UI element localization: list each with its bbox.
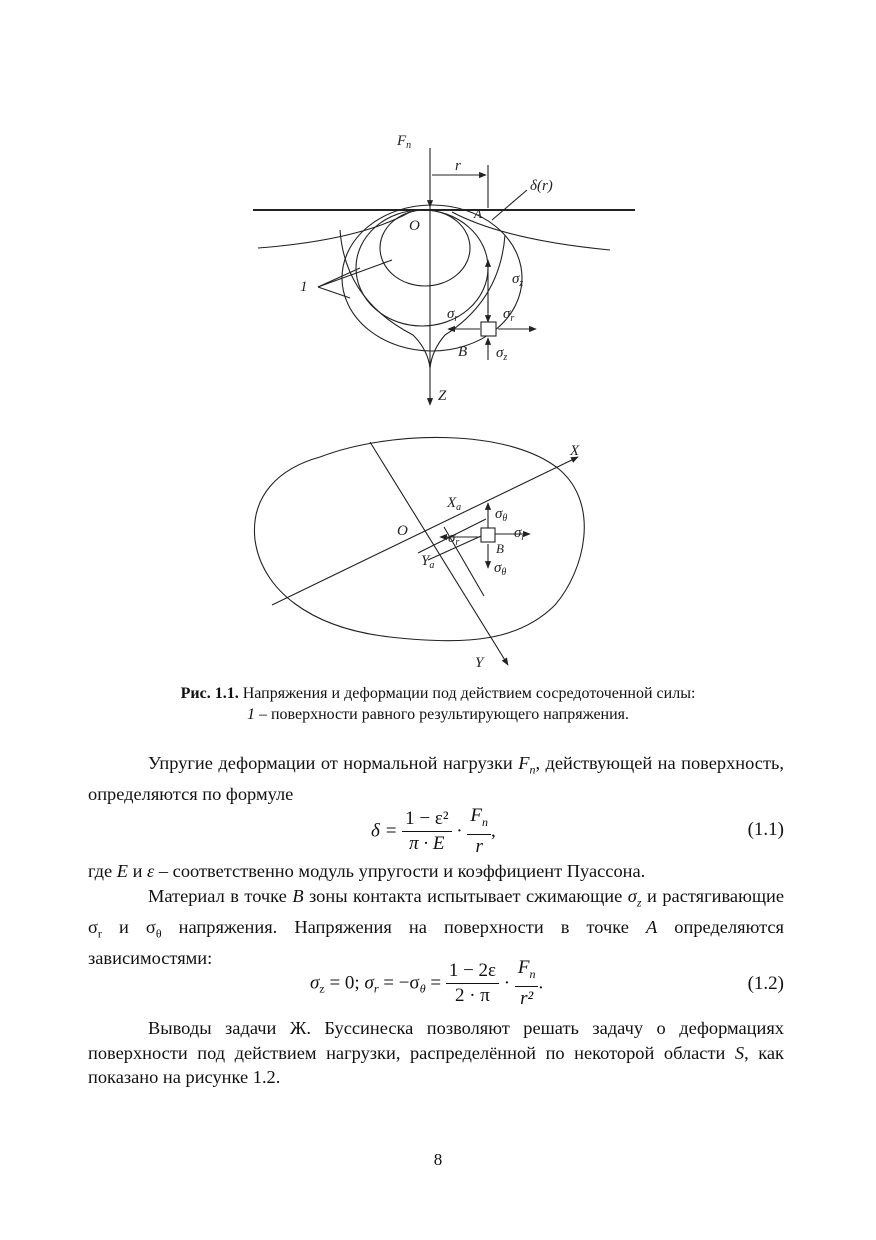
label-r: r	[455, 158, 461, 174]
label-y: Y	[475, 655, 484, 671]
label-sigma-theta-top: $\sigma_\theta$	[495, 506, 508, 524]
caption-line-2: 1 – поверхности равного результирующего напряжения.	[246, 706, 630, 723]
label-1: 1	[300, 279, 308, 295]
paragraph-3: Материал в точке B зоны контакта испытывает сжимающие $\sigma_z$ и растягивающие $\sigma_r$ и $\sigma_\theta$ напряжения. Напряжения на поверхности в точке A определяются зависимостями:	[88, 886, 785, 969]
page-number: 8	[433, 1150, 443, 1169]
label-b-lower: B	[496, 541, 504, 556]
equation-1-2-body: $\sigma_z = 0$; $\sigma_r = -\sigma_\theta$ = $\frac{1 - 2\varepsilon}{2 \cdot \pi}$ · $\frac{F_n}{\text{r²}}$ .	[310, 957, 544, 1009]
stress-surface-inner	[380, 210, 470, 286]
label-sigma-r-left: $\sigma_r$	[447, 306, 459, 324]
cusp-curve-left	[340, 230, 430, 368]
delta-leader	[492, 190, 527, 220]
lower-diagram	[254, 437, 584, 665]
caption-line-1: Рис. 1.1. Напряжения и деформации под действием сосредоточенной силы:	[180, 685, 696, 702]
equation-number-1-2: (1.2)	[747, 973, 784, 994]
label-sigma-r-right: $\sigma_r$	[503, 306, 515, 324]
upper-labels	[300, 133, 553, 404]
label-a: A	[474, 206, 482, 221]
element-b	[481, 322, 496, 336]
label-sigma-z-lower: $\sigma_z$	[496, 345, 508, 363]
label-o-lower: O	[397, 523, 408, 539]
upper-diagram	[253, 148, 635, 405]
deformed-surface-left	[258, 212, 410, 248]
cusp-curve-right	[430, 235, 508, 368]
label-delta-r: δ(r)	[530, 178, 553, 194]
caption-label: Рис. 1.1.	[180, 685, 239, 702]
label-sigma-z-upper: $\sigma_z$	[512, 271, 524, 289]
label-xa: $X_a$	[447, 495, 462, 513]
leader-1b	[318, 287, 350, 298]
element-b2	[481, 528, 495, 542]
label-sigma-r2-left: $\sigma_r$	[448, 530, 460, 548]
y-axis	[370, 442, 508, 665]
label-sigma-r2-right: $\sigma_r$	[514, 525, 526, 543]
paragraph-4: Выводы задачи Ж. Буссинеска позволяют решать задачу о деформациях поверхности под действием нагрузки, распределённой по некоторой области S, как показано на рисунке 1.2.	[88, 1018, 784, 1087]
paragraph-2: где E и ε – соответственно модуль упругости и коэффициент Пуассона.	[88, 861, 646, 881]
label-b-upper: B	[458, 344, 468, 360]
equation-1-1-body: δ = $\frac{\text{1 − ε²}}{\pi \cdot E}$ · $\frac{F_n}{r}$ ,	[371, 805, 496, 857]
label-sigma-theta-bottom: $\sigma_\theta$	[494, 560, 507, 578]
label-z: Z	[438, 388, 447, 404]
equation-number-1-1: (1.1)	[747, 819, 784, 840]
label-fn: $F_n$	[397, 133, 412, 151]
figure-caption	[100, 683, 776, 725]
label-ya: $Y_a$	[421, 553, 435, 571]
paragraph-1: Упругие деформации от нормальной нагрузки $F_n$, действующей на поверхность, определяются по формуле	[88, 753, 784, 805]
label-o-upper: O	[409, 218, 420, 234]
contact-area-outline	[254, 437, 584, 640]
label-x: X	[570, 443, 580, 459]
